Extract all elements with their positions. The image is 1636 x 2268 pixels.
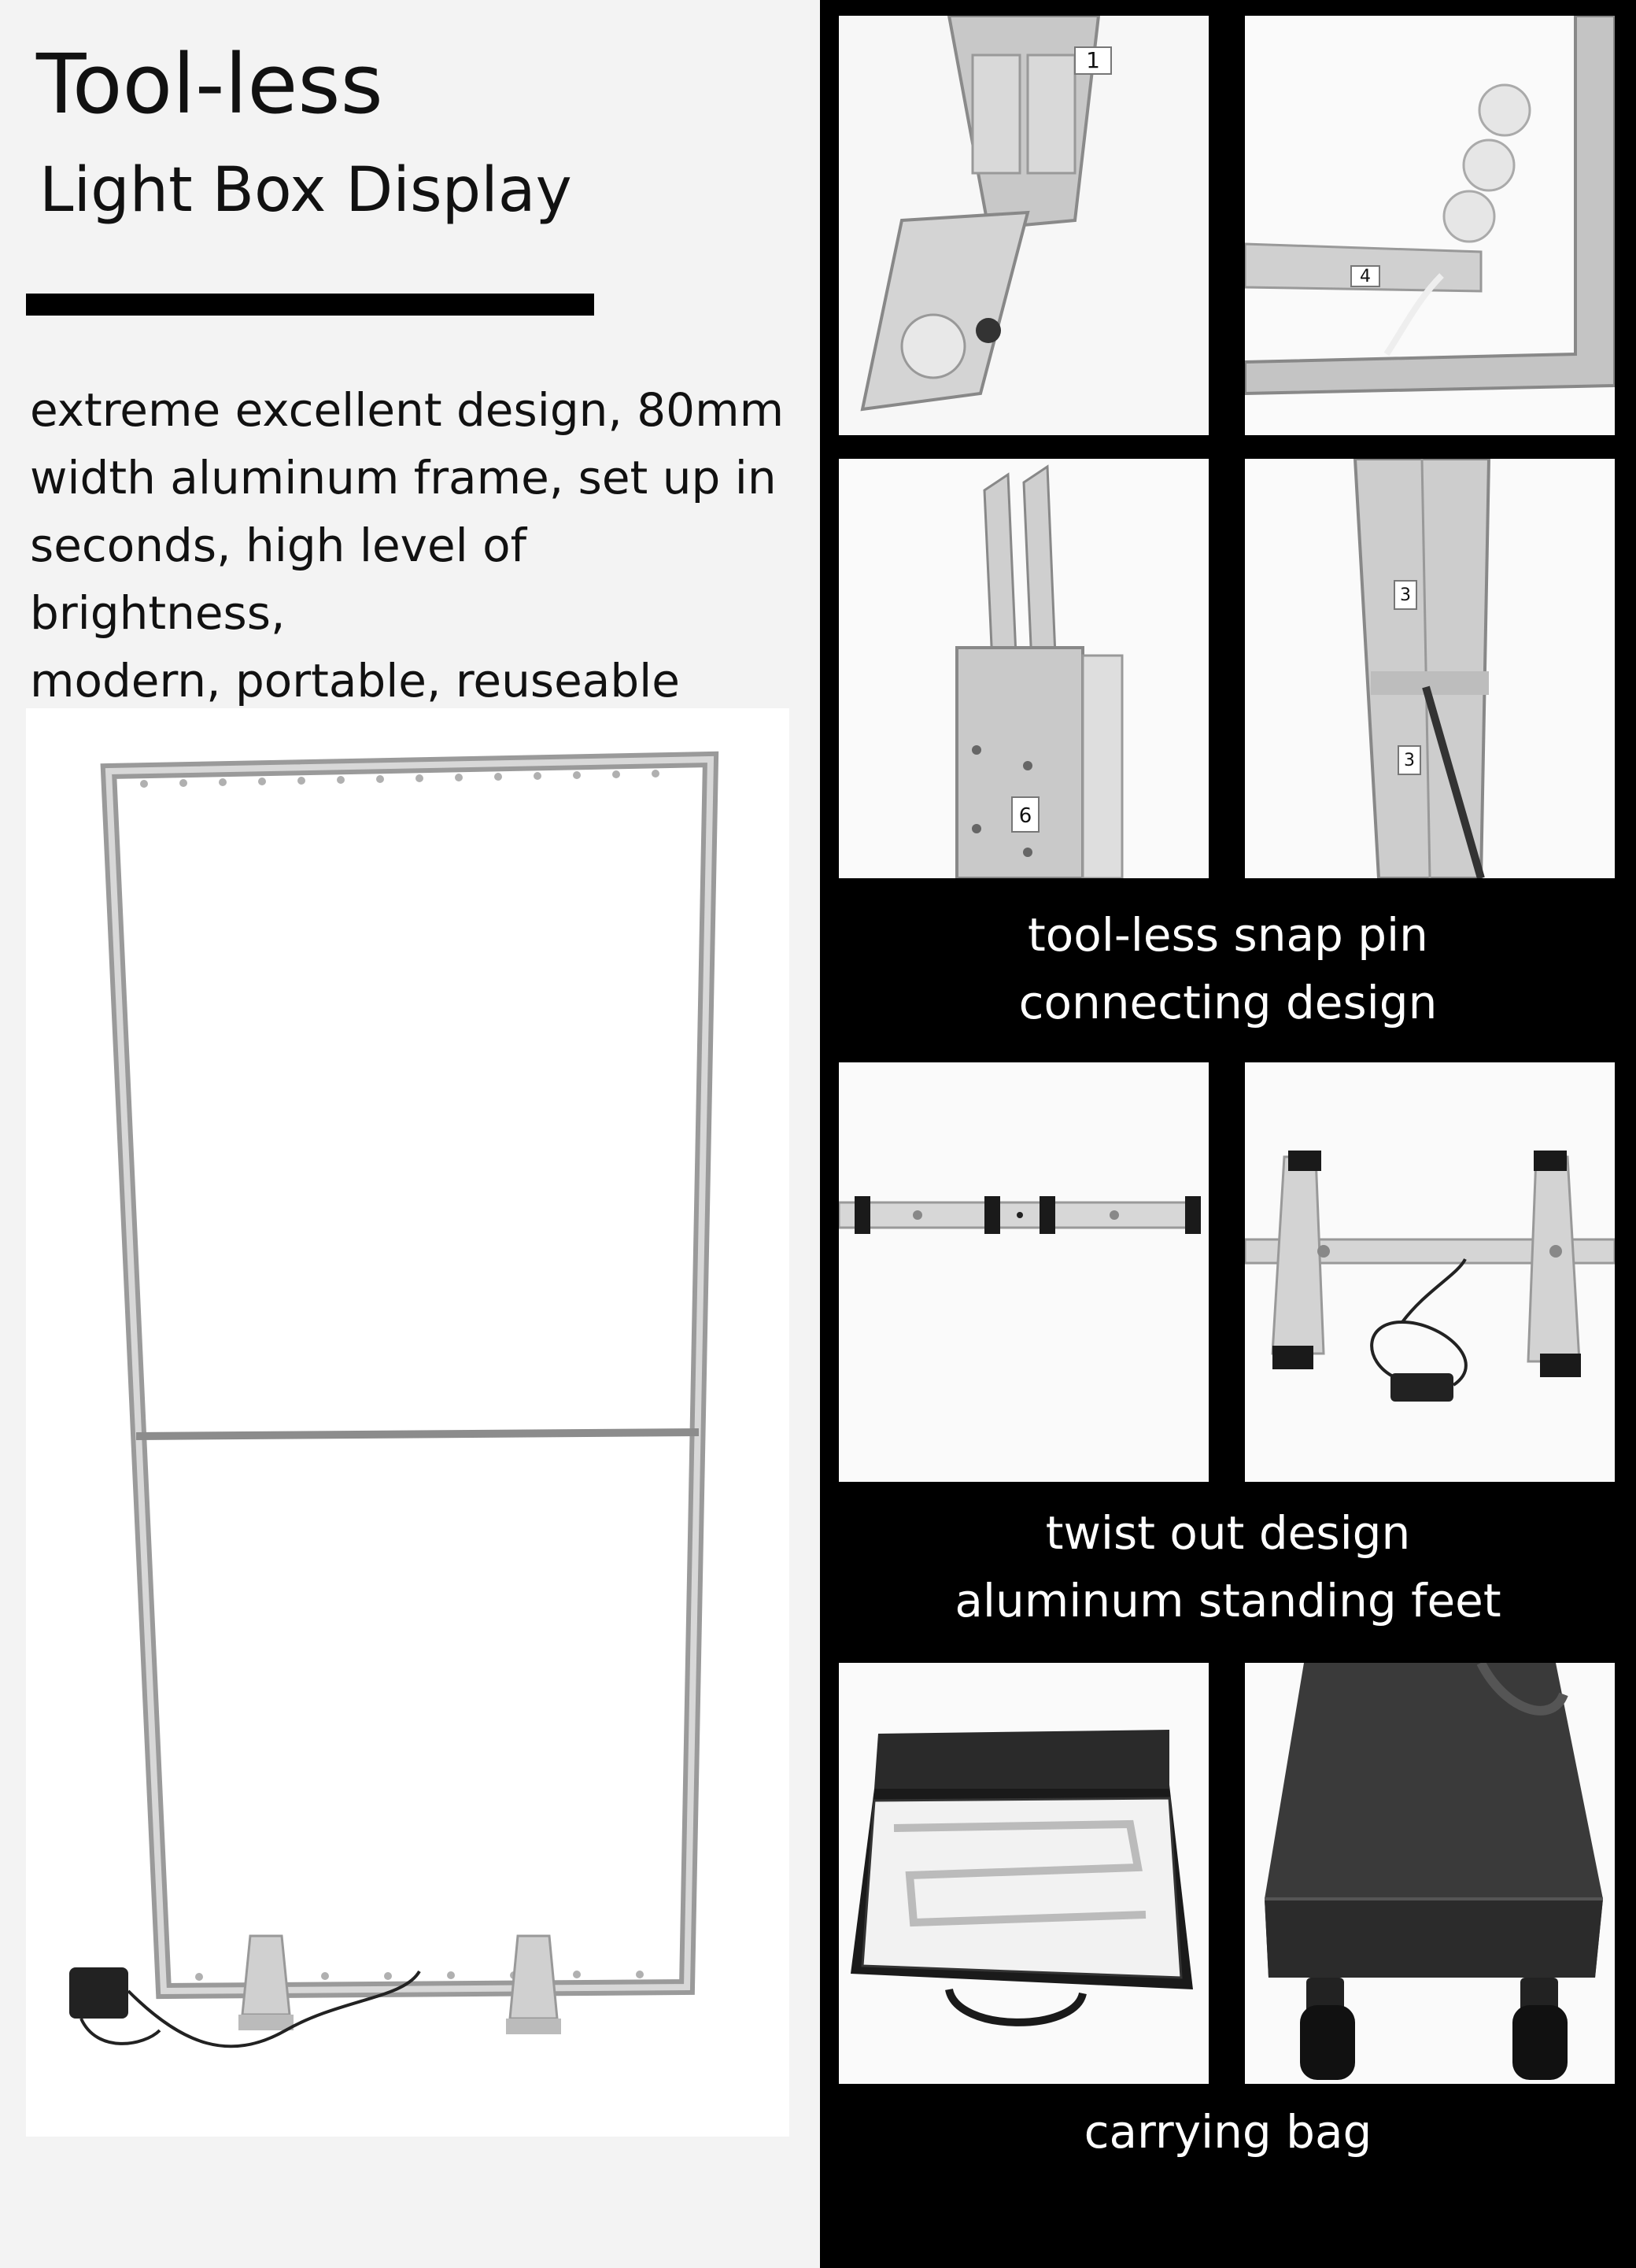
product-description [30,376,785,715]
caption-line: twist out design [1045,1506,1411,1560]
snap-pin-caption [820,901,1636,1036]
corner-label-1: 1 [1086,47,1100,73]
rolling-bag-illustration [1245,1663,1615,2084]
rolling-bag-photo [1245,1663,1615,2084]
standing-feet-photo [1245,1062,1615,1482]
open-bag-photo [839,1663,1209,2084]
corner-label-4: 4 [1360,267,1371,286]
title-divider [26,294,594,316]
description-line: seconds, high level of brightness, [30,519,527,640]
corner-connector-photo [839,16,1209,435]
vertical-joint-illustration [1245,459,1615,878]
crossbar-illustration [839,1062,1209,1482]
light-box-frame-photo [26,708,789,2137]
bag-caption [820,2098,1636,2166]
caption-line: carrying bag [1084,2105,1372,2159]
snap-pin-joint-illustration [839,459,1209,878]
vertical-joint-photo [1245,459,1615,878]
standing-feet-illustration [1245,1062,1615,1482]
light-box-frame-illustration [26,708,789,2137]
caption-line: aluminum standing feet [955,1574,1501,1627]
description-line: extreme excellent design, 80mm [30,383,785,437]
caption-line: tool-less snap pin [1028,908,1428,962]
description-line: width aluminum frame, set up in [30,451,777,504]
page-subtitle: Light Box Display [39,155,572,226]
description-line: modern, portable, reuseable [30,654,680,707]
joint-label-3a: 3 [1400,585,1411,605]
joint-label-6: 6 [1018,804,1032,828]
joint-label-3b: 3 [1404,751,1415,770]
crossbar-photo [839,1062,1209,1482]
feet-caption [820,1499,1636,1635]
corner-connector-illustration [839,16,1209,435]
led-corner-illustration [1245,16,1615,435]
caption-line: connecting design [1018,976,1438,1029]
page-title: Tool-less [36,36,383,132]
snap-pin-joint-photo [839,459,1209,878]
led-corner-photo [1245,16,1615,435]
open-bag-illustration [839,1663,1209,2084]
